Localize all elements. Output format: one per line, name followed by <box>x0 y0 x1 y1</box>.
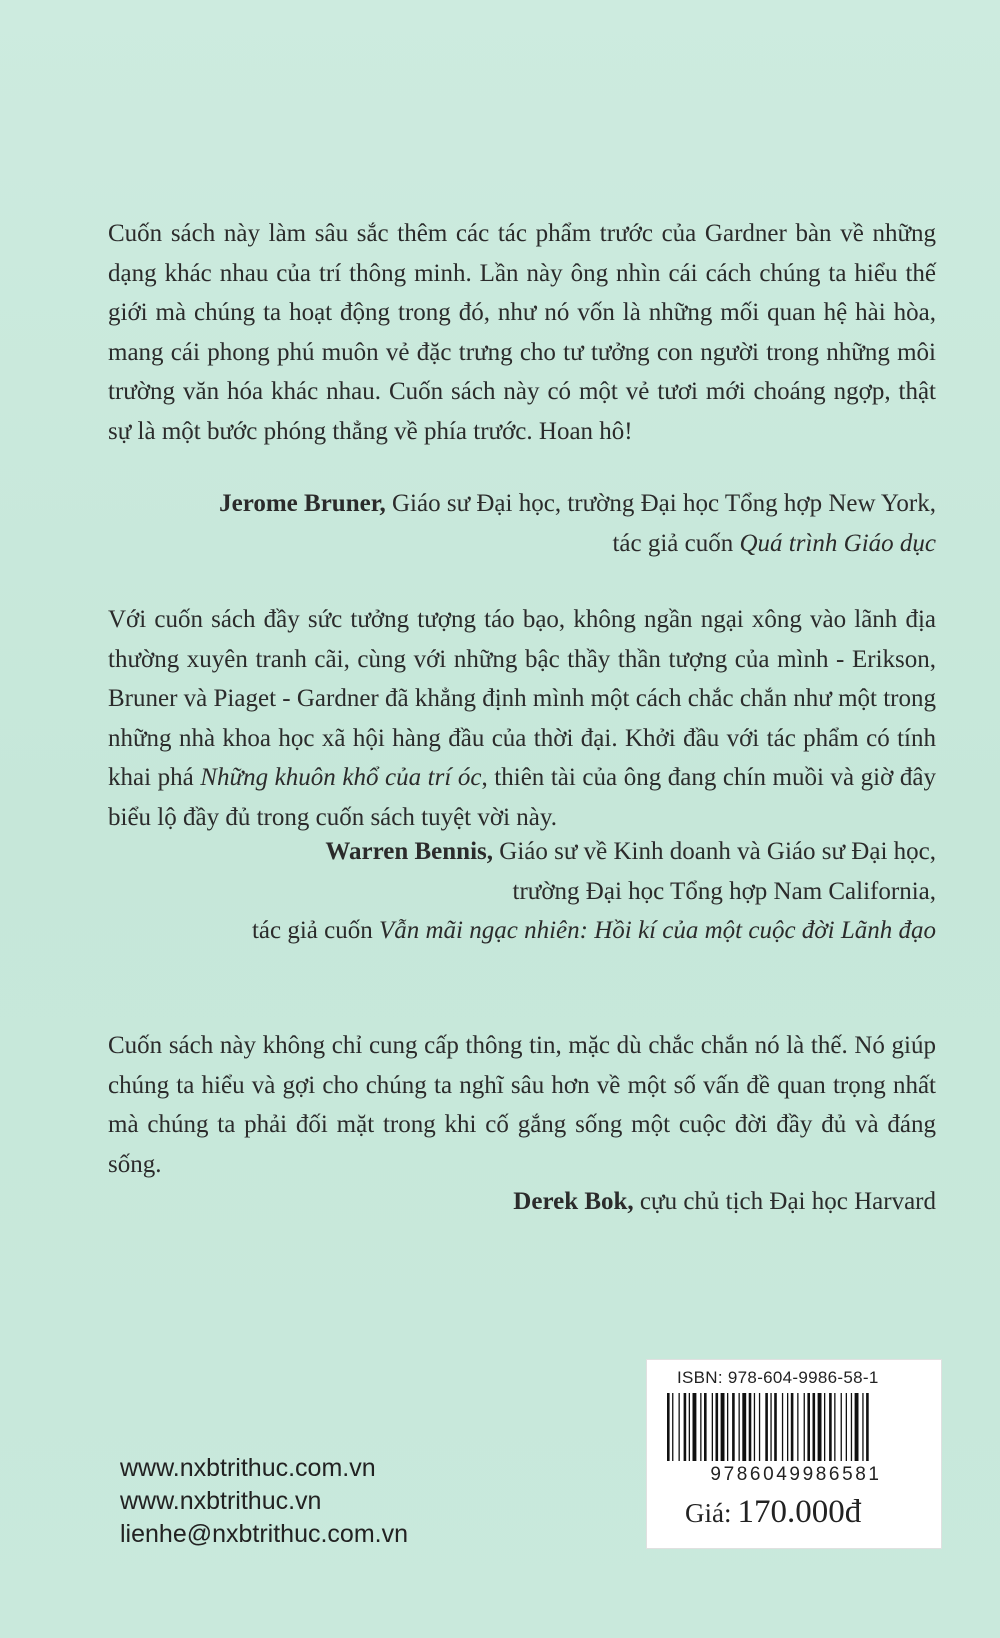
website-link-1[interactable]: www.nxbtrithuc.com.vn <box>120 1454 376 1482</box>
barcode-bar <box>672 1393 673 1461</box>
barcode-digits: 9786049986581 <box>710 1464 882 1485</box>
review-1-attribution <box>219 484 936 563</box>
barcode-bar <box>732 1393 735 1461</box>
barcode-label <box>646 1359 942 1549</box>
review-3-attribution <box>513 1182 936 1222</box>
review-2-text-a: Với cuốn sách đầy sức tưởng tượng táo bạo, không ngần ngại xông vào lãnh địa thường xuyên tranh cãi, cùng với những bậc thầy thần tượng của mình - Erikson, Bruner và Piaget - Gardner đã khẳng định mình một cách chắc chắn như một trong những nhà khoa học xã hội hàng đầu của thời đại. Khởi đầu với tác phẩm có tính khai phá <box>108 606 936 791</box>
barcode-bar <box>855 1393 859 1461</box>
review-1-book-prefix: tác giả cuốn <box>612 529 734 557</box>
price-value: 170.000đ <box>737 1494 862 1530</box>
barcode-bar <box>765 1393 768 1461</box>
barcode-bar <box>791 1393 794 1461</box>
price <box>685 1494 861 1531</box>
barcode-bar <box>721 1393 725 1461</box>
barcode-bar <box>716 1393 719 1461</box>
website-link-2[interactable]: www.nxbtrithuc.vn <box>120 1487 322 1515</box>
barcode-bar <box>782 1393 783 1461</box>
barcode-bar <box>754 1393 755 1461</box>
barcode-bar <box>770 1393 771 1461</box>
price-label: Giá: <box>685 1498 732 1528</box>
barcode-bar <box>727 1393 728 1461</box>
barcode-bar <box>689 1393 690 1461</box>
review-1-author: Jerome Bruner, <box>219 490 386 517</box>
barcode-bar <box>797 1393 798 1461</box>
barcode-bar <box>824 1393 825 1461</box>
review-1-role: Giáo sư Đại học, trường Đại học Tổng hợp New York, <box>392 490 936 517</box>
review-2-attribution <box>252 832 936 951</box>
barcode-bar <box>739 1393 740 1461</box>
barcode-bar <box>693 1393 697 1461</box>
review-2-book: Vẫn mãi ngạc nhiên: Hồi kí của một cuộc đời Lãnh đạo <box>378 917 936 944</box>
barcode-bar <box>818 1393 822 1461</box>
email-link[interactable]: lienhe@nxbtrithuc.com.vn <box>120 1520 409 1548</box>
barcode-icon <box>663 1393 929 1465</box>
review-3-author-line <box>513 1182 936 1222</box>
review-2-book-line <box>252 911 936 951</box>
review-2-text-italic: Những khuôn khổ của trí óc <box>200 764 482 791</box>
barcode-bar <box>807 1393 810 1461</box>
review-2-text-b: , thiên tài của ông đang chín muồi và giờ đây biểu lộ đầy đủ trong cuốn sách tuyệt vời này. <box>108 764 937 831</box>
review-3-role: cựu chủ tịch Đại học Harvard <box>639 1188 936 1215</box>
barcode-bar <box>829 1393 832 1461</box>
barcode-bar <box>742 1393 746 1461</box>
barcode-bar <box>862 1393 863 1461</box>
review-2-text <box>108 600 936 837</box>
review-2-author-line <box>252 832 936 872</box>
barcode-bar <box>834 1393 835 1461</box>
barcode-bar <box>759 1393 760 1461</box>
review-2-author: Warren Bennis, <box>325 838 494 865</box>
barcode-bar <box>679 1393 680 1461</box>
barcode-bar <box>774 1393 777 1461</box>
barcode-bar <box>787 1393 788 1461</box>
barcode-bar <box>684 1393 687 1461</box>
barcode-bar <box>667 1393 670 1461</box>
review-1-author-line <box>219 484 936 524</box>
barcode-bar <box>841 1393 842 1461</box>
barcode-bar <box>749 1393 752 1461</box>
barcode-bar <box>704 1393 707 1461</box>
barcode-bar <box>804 1393 805 1461</box>
review-1-book-line <box>219 524 936 564</box>
barcode-bar <box>851 1393 852 1461</box>
barcode-bar <box>813 1393 816 1461</box>
review-3-text: Cuốn sách này không chỉ cung cấp thông tin, mặc dù chắc chắn nó là thế. Nó giúp chúng ta hiểu và gợi cho chúng ta nghĩ sâu hơn về một số vấn đề quan trọng nhất mà chúng ta phải đối mặt trong khi cố gắng sống một cuộc đời đầy đủ và đáng sống. <box>108 1032 936 1178</box>
review-2-role2: trường Đại học Tổng hợp Nam California, <box>512 877 936 905</box>
barcode-bar <box>846 1393 847 1461</box>
barcode-bar <box>866 1393 869 1461</box>
review-1-book: Quá trình Giáo dục <box>739 529 936 557</box>
review-2-role: Giáo sư về Kinh doanh và Giáo sư Đại học, <box>499 838 936 865</box>
barcode-bar <box>712 1393 713 1461</box>
review-2-book-prefix: tác giả cuốn <box>251 917 373 944</box>
review-3-author: Derek Bok, <box>513 1188 634 1215</box>
isbn-text: ISBN: 978-604-9986-58-1 <box>677 1368 879 1387</box>
publisher-contacts <box>120 1452 408 1551</box>
barcode-bar <box>700 1393 701 1461</box>
review-1-text: Cuốn sách này làm sâu sắc thêm các tác phẩm trước của Gardner bàn về những dạng khác nhau của trí thông minh. Lần này ông nhìn cái cách chúng ta hiểu thế giới mà chúng ta hoạt động trong đó, như nó vốn là những mối quan hệ hài hòa, mang cái phong phú muôn vẻ đặc trưng cho tư tưởng con người trong những môi trường văn hóa khác nhau. Cuốn sách này có một vẻ tươi mới choáng ngợp, thật sự là một bước phóng thẳng về phía trước. Hoan hô! <box>108 220 936 445</box>
